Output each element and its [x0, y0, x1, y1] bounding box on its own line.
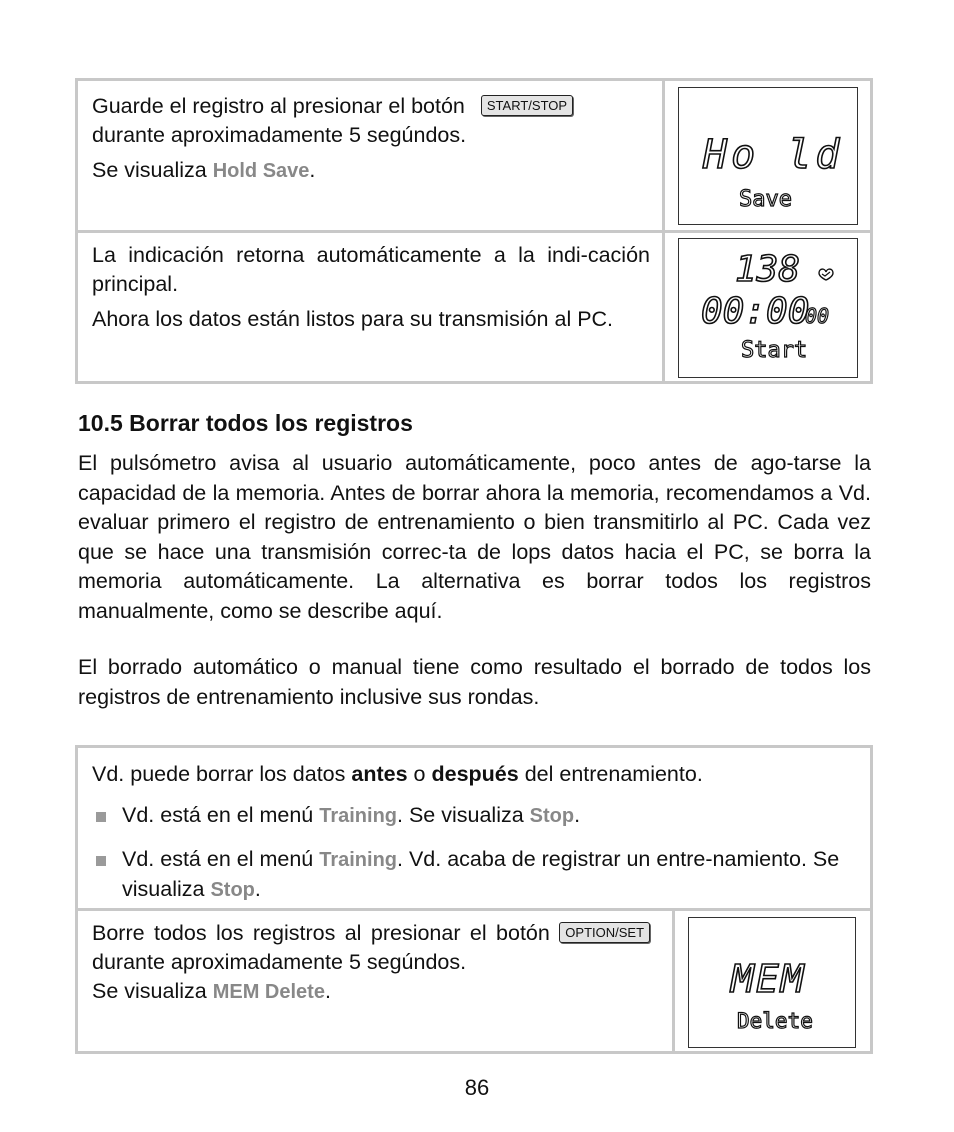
instruction-table-top: [75, 78, 873, 384]
menu-name-training: Training: [319, 849, 398, 871]
lcd-line-2: Delete: [737, 1009, 813, 1033]
lcd-segments: [679, 239, 857, 377]
bullet-text: . Vd. acaba de registrar un entre-namiento. Se visualiza: [122, 847, 840, 901]
lcd-segments: [679, 88, 857, 224]
emphasis-before: antes: [351, 762, 408, 786]
lcd-display-hold-save: [678, 87, 858, 225]
punctuation: .: [324, 979, 331, 1003]
delete-instruction-text: [92, 919, 660, 1007]
instruction-text: Guarde el registro al presionar el botón: [92, 94, 465, 118]
row-return-main-text: [92, 241, 650, 334]
lcd-segments: [689, 918, 855, 1047]
section-paragraph-2: El borrado automático o manual tiene como resultado el borrado de todos los registros de entrenamiento inclusive sus rondas.: [78, 655, 871, 709]
row-divider: [78, 230, 870, 233]
lcd-timer-hundredths: 00: [805, 304, 830, 328]
display-message-mem-delete: MEM Delete: [212, 981, 325, 1003]
section-paragraph-1: El pulsómetro avisa al usuario automáticamente, poco antes de ago-tarse la capacidad de la memoria. Antes de borrar ahora la memoria, recomendamos a Vd. evaluar primero el registro de entrenamiento o bien transmitirlo al PC. Cada vez que se hace una transmisión correc-ta de lops datos hacia el PC, se borra la memoria automáticamente. La alternativa es borrar todos los registros manualmente, como se describe aquí.: [78, 451, 871, 623]
bullet-text: Vd. está en el menú: [122, 847, 314, 871]
menu-name-training: Training: [319, 805, 398, 827]
intro-text: o: [413, 762, 426, 786]
page-number: 86: [464, 1075, 490, 1100]
row-hold-save-text: [92, 92, 652, 186]
lcd-timer: 00:00: [701, 291, 810, 332]
instruction-text: durante aproximadamente 5 segúndos.: [92, 950, 467, 974]
lcd-display-start: [678, 238, 858, 378]
intro-text: Vd. puede borrar los datos: [92, 762, 346, 786]
preconditions-text: [92, 760, 852, 905]
display-message-stop: Stop: [210, 879, 255, 901]
instruction-table-bottom: [75, 745, 873, 1054]
lcd-display-mem-delete: [688, 917, 856, 1048]
lcd-line-1: MEM: [731, 957, 806, 1001]
punctuation: .: [574, 803, 581, 827]
emphasis-after: después: [431, 762, 519, 786]
display-message-stop: Stop: [529, 805, 575, 827]
list-item: [92, 801, 852, 831]
section-heading: 10.5 Borrar todos los registros: [78, 410, 413, 436]
lcd-line-2: Save: [739, 187, 792, 212]
punctuation: .: [309, 158, 316, 182]
bullet-square-icon: [96, 856, 106, 866]
intro-text: del entrenamiento.: [524, 762, 703, 786]
option-set-button-label: OPTION/SET: [559, 922, 650, 943]
return-paragraph: La indicación retorna automáticamente a la indi-cación principal.: [92, 243, 650, 296]
instruction-text: Se visualiza: [92, 979, 207, 1003]
instruction-text: durante aproximadamente 5 segúndos.: [92, 123, 467, 147]
bullet-square-icon: [96, 812, 106, 822]
column-divider: [672, 908, 675, 1051]
punctuation: .: [254, 877, 261, 901]
ready-paragraph: Ahora los datos están listos para su transmisión al PC.: [92, 307, 614, 331]
row-divider: [78, 908, 870, 911]
lcd-status: Start: [741, 338, 808, 363]
lcd-line-1: Ho ld: [703, 132, 844, 178]
heart-icon: [819, 269, 833, 280]
list-item: [92, 845, 852, 905]
start-stop-button-label: START/STOP: [481, 95, 573, 116]
intro-line: [92, 760, 852, 789]
instruction-text: Se visualiza: [92, 158, 207, 182]
instruction-text: Borre todos los registros al presionar el botón: [92, 921, 550, 945]
bullet-text: . Se visualiza: [397, 803, 524, 827]
bullet-text: Vd. está en el menú: [122, 803, 314, 827]
lcd-heart-rate: 138: [735, 249, 801, 290]
display-message-hold-save: Hold Save: [212, 160, 310, 182]
